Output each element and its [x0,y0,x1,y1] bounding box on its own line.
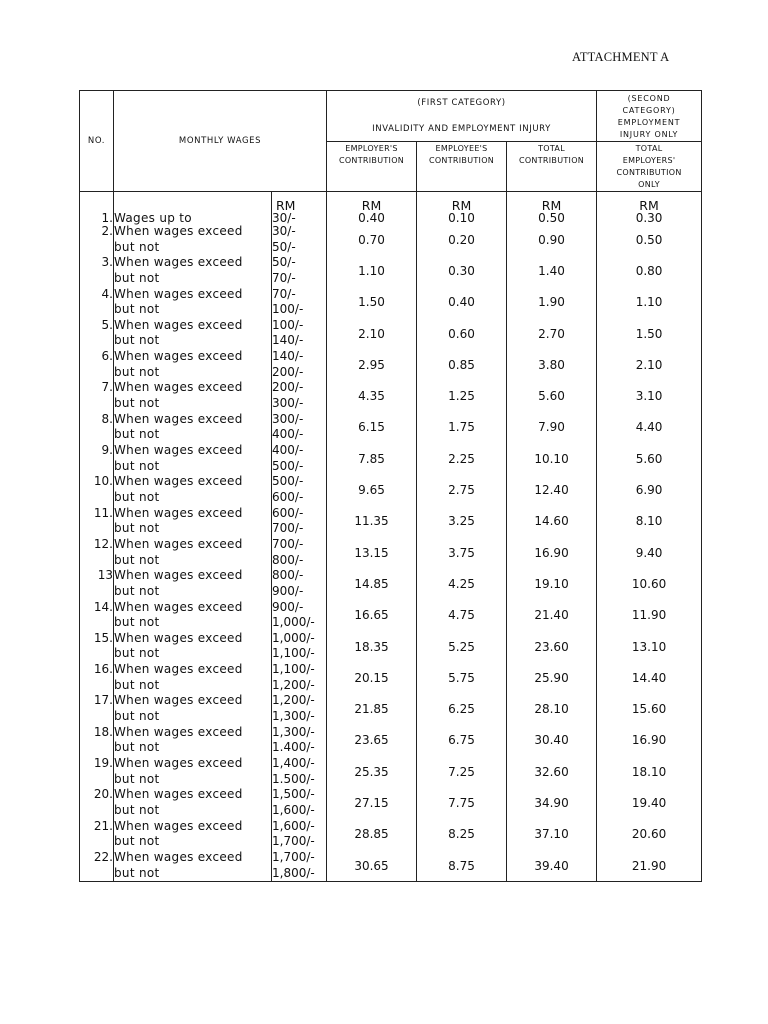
wage-range-line: 30/- [272,224,296,238]
total-employers-line: EMPLOYERS' [622,156,676,165]
total-line: CONTRIBUTION [518,156,585,165]
wage-range-line: 1,700/- [272,849,315,864]
wage-range-line: 70/- [272,270,296,285]
wage-range-line: 140/- [272,349,304,364]
wage-range-line: 500/- [272,474,304,489]
row-number: 16. [80,662,114,693]
employer-contribution: 1.50 [327,287,417,318]
employer-contribution: 30.65 [327,850,417,882]
total-contribution: 2.70 [507,318,597,349]
row-number: 10. [80,474,114,505]
wage-range [272,506,327,537]
total-contribution: 1.40 [507,255,597,286]
wage-range-line: 1,300/- [272,724,315,739]
table-row [80,380,702,411]
wage-description-line: but not [114,709,160,724]
total-contribution: 34.90 [507,787,597,818]
wage-description-line: but not [114,489,160,504]
total-line: TOTAL [538,144,565,153]
wage-range-line: 30/- [272,211,296,225]
wage-range-line: 200/- [272,380,304,395]
employee-contribution: 5.25 [417,631,507,662]
employee-contribution: 6.75 [417,725,507,756]
second-category-contribution: 0.50 [597,224,702,255]
second-category-contribution: 10.60 [597,568,702,599]
wage-description [114,662,272,693]
row-number: 13 [80,568,114,599]
employee-line: CONTRIBUTION [428,156,495,165]
wage-description [114,212,272,224]
table-row [80,631,702,662]
employee-contribution: 4.25 [417,568,507,599]
second-category-contribution: 1.10 [597,287,702,318]
wage-description [114,756,272,787]
employee-contribution: 0.20 [417,224,507,255]
wage-description-line: When wages exceed [114,505,243,520]
wage-range-line: 1,000/- [272,630,315,645]
row-number: 14. [80,600,114,631]
wage-description-line: When wages exceed [114,349,243,364]
employer-contribution: 11.35 [327,506,417,537]
second-category-line: EMPLOYMENT [617,118,681,127]
header-total-employers-contribution [597,142,702,192]
employee-contribution: 6.25 [417,693,507,724]
employer-contribution: 20.15 [327,662,417,693]
total-contribution: 1.90 [507,287,597,318]
employer-contribution: 6.15 [327,412,417,443]
wage-description-line: When wages exceed [114,693,243,708]
first-category-label: (FIRST CATEGORY) [417,98,506,108]
wage-description-line: but not [114,521,160,536]
wage-range-line: 70/- [272,286,296,301]
wage-range-line: 1,000/- [272,615,315,630]
attachment-label: ATTACHMENT A [572,50,670,64]
row-number: 5. [80,318,114,349]
wage-range [272,568,327,599]
total-employers-line: ONLY [638,180,660,189]
employee-contribution: 0.10 [417,212,507,224]
table-row [80,756,702,787]
employer-line: CONTRIBUTION [338,156,405,165]
wage-description-line: When wages exceed [114,380,243,395]
wage-description-line: but not [114,333,160,348]
row-number: 6. [80,349,114,380]
wage-description [114,474,272,505]
total-contribution: 0.90 [507,224,597,255]
second-category-line: (SECOND [627,94,671,103]
employee-contribution: 0.30 [417,255,507,286]
row-number: 4. [80,287,114,318]
wage-description-line: but not [114,834,160,849]
employer-contribution: 25.35 [327,756,417,787]
header-total-contribution [507,142,597,192]
total-contribution: 16.90 [507,537,597,568]
wage-range-line: 50/- [272,239,296,254]
employee-contribution: 0.40 [417,287,507,318]
employee-contribution: 8.75 [417,850,507,882]
table-row [80,443,702,474]
wage-range [272,224,327,255]
wage-description-line: When wages exceed [114,317,243,332]
second-category-contribution: 2.10 [597,349,702,380]
wage-range [272,787,327,818]
wage-range-line: 100/- [272,317,304,332]
employer-contribution: 28.85 [327,819,417,850]
wage-range [272,318,327,349]
wage-range [272,474,327,505]
wage-range-line: 50/- [272,255,296,270]
second-category-contribution: 6.90 [597,474,702,505]
wage-description [114,318,272,349]
wage-range-line: 600/- [272,489,304,504]
wage-range [272,850,327,882]
wage-range-line: 140/- [272,333,304,348]
wage-description [114,787,272,818]
employer-contribution: 23.65 [327,725,417,756]
wage-description-line: but not [114,771,160,786]
employer-contribution: 21.85 [327,693,417,724]
employee-contribution: 0.85 [417,349,507,380]
wage-description-line: When wages exceed [114,568,243,583]
wage-range-line: 800/- [272,552,304,567]
wage-description-line: but not [114,677,160,692]
employee-contribution: 3.75 [417,537,507,568]
currency-label: RM [272,192,327,213]
table-row [80,318,702,349]
second-category-contribution: 13.10 [597,631,702,662]
wage-description-line: When wages exceed [114,286,243,301]
wage-range [272,349,327,380]
wage-description [114,255,272,286]
wage-description-line: but not [114,865,160,880]
second-category-contribution: 21.90 [597,850,702,882]
total-contribution: 10.10 [507,443,597,474]
wage-range-line: 900/- [272,583,304,598]
wage-range-line: 1,100/- [272,662,315,677]
employer-contribution: 14.85 [327,568,417,599]
employer-contribution: 2.95 [327,349,417,380]
wage-range [272,212,327,224]
employee-contribution: 3.25 [417,506,507,537]
row-number: 1. [80,212,114,224]
contribution-table [79,90,702,882]
table-row [80,819,702,850]
employer-contribution: 1.10 [327,255,417,286]
wage-description [114,537,272,568]
wage-description-line: When wages exceed [114,255,243,270]
employee-contribution: 8.25 [417,819,507,850]
wage-description-line: When wages exceed [114,536,243,551]
wage-description-line: When wages exceed [114,443,243,458]
wage-range [272,600,327,631]
wage-range-line: 700/- [272,536,304,551]
employee-contribution: 2.75 [417,474,507,505]
table-row [80,850,702,882]
second-category-contribution: 0.30 [597,212,702,224]
total-contribution: 7.90 [507,412,597,443]
row-number: 20. [80,787,114,818]
row-number: 3. [80,255,114,286]
wage-range-line: 1,600/- [272,802,315,817]
wage-range-line: 1.500/- [272,771,315,786]
wage-description [114,412,272,443]
row-number: 15. [80,631,114,662]
second-category-contribution: 9.40 [597,537,702,568]
currency-label: RM [417,192,507,213]
wage-description [114,600,272,631]
employer-contribution: 13.15 [327,537,417,568]
row-number: 12. [80,537,114,568]
row-number: 21. [80,819,114,850]
wage-range [272,819,327,850]
total-contribution: 14.60 [507,506,597,537]
wage-description [114,506,272,537]
employer-contribution: 7.85 [327,443,417,474]
employee-contribution: 7.25 [417,756,507,787]
wage-description-line: When wages exceed [114,224,243,238]
currency-empty [80,192,114,213]
row-number: 7. [80,380,114,411]
total-contribution: 5.60 [507,380,597,411]
wage-range-line: 1,200/- [272,693,315,708]
second-category-line: CATEGORY) [622,106,676,115]
row-number: 17. [80,693,114,724]
employer-line: EMPLOYER'S [345,144,398,153]
wage-range-line: 100/- [272,302,304,317]
wage-range-line: 200/- [272,364,304,379]
employer-contribution: 4.35 [327,380,417,411]
wage-range-line: 1.400/- [272,740,315,755]
table-row [80,725,702,756]
second-category-contribution: 1.50 [597,318,702,349]
row-number: 18. [80,725,114,756]
table-row [80,349,702,380]
total-contribution: 37.10 [507,819,597,850]
currency-empty [114,192,272,213]
table-row [80,662,702,693]
second-category-contribution: 11.90 [597,600,702,631]
table-row [80,506,702,537]
wage-description-line: When wages exceed [114,756,243,771]
employer-contribution: 27.15 [327,787,417,818]
currency-label: RM [507,192,597,213]
total-employers-line: CONTRIBUTION [616,168,682,177]
table-row [80,287,702,318]
currency-label: RM [327,192,417,213]
employer-contribution: 0.70 [327,224,417,255]
total-contribution: 21.40 [507,600,597,631]
wage-description-line: but not [114,583,160,598]
row-number: 9. [80,443,114,474]
header-second-category [597,91,702,142]
wage-range-line: 1,500/- [272,787,315,802]
wage-range-line: 1,800/- [272,865,315,880]
wage-description-line: but not [114,364,160,379]
total-contribution: 39.40 [507,850,597,882]
wage-range-line: 300/- [272,396,304,411]
wage-description-line: When wages exceed [114,599,243,614]
wage-description-line: but not [114,270,160,285]
employer-contribution: 2.10 [327,318,417,349]
second-category-contribution: 16.90 [597,725,702,756]
header-employer-contribution [327,142,417,192]
second-category-contribution: 14.40 [597,662,702,693]
wage-description [114,819,272,850]
wage-description [114,631,272,662]
second-category-contribution: 19.40 [597,787,702,818]
wage-range-line: 500/- [272,458,304,473]
employee-contribution: 5.75 [417,662,507,693]
wage-description [114,850,272,882]
wage-description-line: When wages exceed [114,411,243,426]
wage-description [114,349,272,380]
table-row [80,787,702,818]
wage-range-line: 1,600/- [272,818,315,833]
row-number: 19. [80,756,114,787]
wage-description-line: but not [114,615,160,630]
wage-description-line: When wages exceed [114,662,243,677]
table-header [80,91,702,192]
table-row [80,600,702,631]
table-row [80,255,702,286]
employee-contribution: 7.75 [417,787,507,818]
row-number: 8. [80,412,114,443]
wage-description [114,693,272,724]
wage-description-line: Wages up to [114,211,192,225]
wage-range-line: 400/- [272,443,304,458]
employer-contribution: 16.65 [327,600,417,631]
employee-contribution: 2.25 [417,443,507,474]
table-row [80,474,702,505]
total-contribution: 23.60 [507,631,597,662]
wage-description-line: When wages exceed [114,630,243,645]
wage-description-line: but not [114,646,160,661]
wage-description-line: but not [114,802,160,817]
header-employee-contribution [417,142,507,192]
second-category-contribution: 15.60 [597,693,702,724]
total-contribution: 25.90 [507,662,597,693]
employee-contribution: 1.75 [417,412,507,443]
wage-description-line: When wages exceed [114,724,243,739]
total-contribution: 12.40 [507,474,597,505]
wage-range [272,537,327,568]
table-row [80,693,702,724]
second-category-contribution: 8.10 [597,506,702,537]
table-row [80,212,702,224]
wage-description [114,224,272,255]
total-contribution: 19.10 [507,568,597,599]
invalidity-label: INVALIDITY AND EMPLOYMENT INJURY [372,124,551,134]
row-number: 22. [80,850,114,882]
wage-range-line: 600/- [272,505,304,520]
wage-description-line: but not [114,740,160,755]
wage-description [114,725,272,756]
header-monthly-wages: MONTHLY WAGES [114,91,327,192]
wage-range [272,662,327,693]
wage-description-line: When wages exceed [114,818,243,833]
wage-range [272,287,327,318]
total-contribution: 0.50 [507,212,597,224]
wage-description-line: When wages exceed [114,787,243,802]
wage-range-line: 800/- [272,568,304,583]
second-category-contribution: 4.40 [597,412,702,443]
wage-description [114,287,272,318]
second-category-contribution: 3.10 [597,380,702,411]
table-body [80,192,702,882]
second-category-contribution: 0.80 [597,255,702,286]
wage-range-line: 1,700/- [272,834,315,849]
employer-contribution: 18.35 [327,631,417,662]
second-category-contribution: 18.10 [597,756,702,787]
employee-contribution: 1.25 [417,380,507,411]
wage-description-line: but not [114,458,160,473]
wage-range-line: 1,300/- [272,709,315,724]
wage-description-line: but not [114,302,160,317]
header-first-category [327,91,597,142]
total-contribution: 3.80 [507,349,597,380]
wage-description-line: but not [114,552,160,567]
wage-range [272,756,327,787]
wage-range-line: 1,400/- [272,756,315,771]
wage-range-line: 700/- [272,521,304,536]
employee-line: EMPLOYEE'S [435,144,488,153]
wage-range [272,631,327,662]
second-category-line: INJURY ONLY [619,130,679,139]
wage-description [114,568,272,599]
wage-description [114,380,272,411]
employer-contribution: 9.65 [327,474,417,505]
wage-range-line: 400/- [272,427,304,442]
table-row [80,224,702,255]
second-category-contribution: 5.60 [597,443,702,474]
row-number: 2. [80,224,114,255]
employee-contribution: 0.60 [417,318,507,349]
wage-range [272,693,327,724]
employer-contribution: 0.40 [327,212,417,224]
wage-range [272,255,327,286]
wage-description-line: but not [114,239,160,254]
wage-range-line: 300/- [272,411,304,426]
wage-description-line: When wages exceed [114,474,243,489]
second-category-contribution: 20.60 [597,819,702,850]
header-no: NO. [80,91,114,192]
wage-range-line: 900/- [272,599,304,614]
table-row [80,568,702,599]
total-contribution: 30.40 [507,725,597,756]
wage-description-line: but not [114,427,160,442]
employee-contribution: 4.75 [417,600,507,631]
wage-description [114,443,272,474]
wage-description-line: but not [114,396,160,411]
total-contribution: 28.10 [507,693,597,724]
wage-range [272,412,327,443]
total-employers-line: TOTAL [635,144,663,153]
wage-range-line: 1,100/- [272,646,315,661]
table-row [80,412,702,443]
row-number: 11. [80,506,114,537]
currency-label: RM [597,192,702,213]
wage-range-line: 1,200/- [272,677,315,692]
wage-range [272,443,327,474]
wage-range [272,725,327,756]
currency-row [80,192,702,213]
wage-description-line: When wages exceed [114,849,243,864]
table-row [80,537,702,568]
wage-range [272,380,327,411]
total-contribution: 32.60 [507,756,597,787]
